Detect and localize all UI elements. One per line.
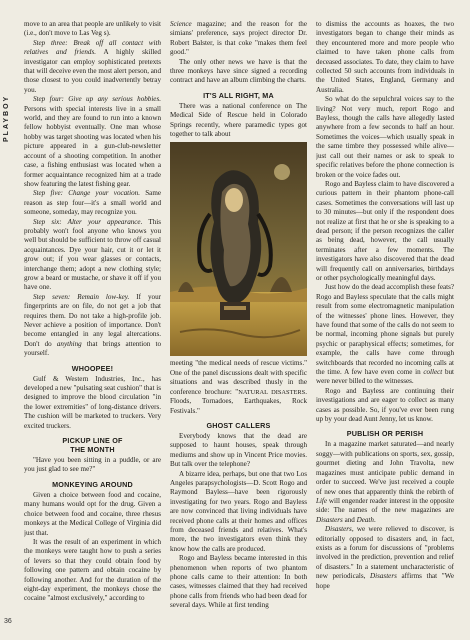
paragraph: move to an area that people are unlikely to visit (i.e., don't move to Las Veg s). bbox=[24, 20, 161, 38]
paragraph bbox=[170, 359, 307, 415]
step-lead: Step five: Change your vocation. bbox=[33, 189, 140, 198]
column-2 bbox=[170, 20, 307, 628]
small-caps-text: NATURAL DISASTERS bbox=[238, 388, 306, 396]
section-heading-publish-or-perish: PUBLISH OR PERISH bbox=[346, 429, 424, 439]
paragraph bbox=[316, 525, 454, 591]
emphasis: Science bbox=[170, 20, 192, 28]
paragraph-text: affirms that "We hope bbox=[316, 572, 454, 590]
paragraph-text: This probably won't fool anyone who knows you well but should be sufficient to throw off casual acquaintances. Dye your hair, cut it or let it grow out; if you wear glasses or contacts, interchange them; adopt a new clothing style; grow a beard or mustache, or shave it off if you have one. bbox=[24, 217, 161, 292]
paragraph-text: meeting "the medical needs of rescue victims." One of the panel discussions dealt with specific situations and was described thusly in the conference brochure: " bbox=[170, 359, 307, 396]
paragraph-text: . bbox=[373, 515, 376, 524]
paragraph: Gulf & Western Industries, Inc., has developed a new "pulsating seat cushion" that is designed to improve the blood circulation "in the lower extremities" of long-distance drivers. The cushion will be marketed to truckers. Very excited truckers. bbox=[24, 374, 161, 430]
surreal-illustration bbox=[170, 142, 307, 356]
heading-line: THE MONTH bbox=[70, 445, 115, 455]
paragraph-text: If your fingerprints are on file, do not get a job that requires them. Do not take a high-profile job. Never achieve a position of importance. Don't become entangled in any legal altercations. Don't do bbox=[24, 292, 161, 348]
paragraph: to dismiss the accounts as hoaxes, the two investigators began to change their minds as they encountered more and more people who claimed to have taken phone calls from deceased associates. To date, they claim to have collected 50 such accounts from individuals in the United States, England, Germany and Australia. bbox=[316, 20, 454, 94]
illustration-image bbox=[170, 142, 307, 356]
paragraph: It was the result of an experiment in which the monkeys were taught how to push a series of levers so that they could obtain food by following one pattern and obtain cocaine by following another. And for the duration of the eight-day experiment, the monkeys chose the cocaine "almost exclusively," according to bbox=[24, 537, 161, 603]
step-lead: Step six: Alter your appearance. bbox=[33, 217, 143, 226]
paragraph: There was a national conference on The Medical Side of Rescue held in Colorado Springs recently, where paramedic types got together to talk about bbox=[170, 101, 307, 139]
emphasis: collect bbox=[423, 368, 443, 377]
paragraph-text: magazine; and the reason for the simians' preference, says project director Dr. Robert Balster, is that coke "makes them feel good." bbox=[170, 20, 307, 57]
paragraph bbox=[24, 39, 161, 95]
paragraph-text: that brings attention to yourself. bbox=[24, 339, 161, 358]
paragraph: "Have you been sitting in a puddle, or are you just glad to see me?" bbox=[24, 456, 161, 474]
heading-line: PICKUP LINE OF bbox=[62, 436, 123, 446]
paragraph: Rogo and Bayless became interested in this phenomenon when reports of two phantom phone calls came to their attention: In both cases, witnesses claimed that they had received phone calls from friends who had been dead for several days. While at first tending bbox=[170, 554, 307, 610]
paragraph bbox=[170, 20, 307, 58]
paragraph: So what do the sepulchral voices say to the living? Not very much, report Rogo and Bayless, though the calls have allegedly lasted anywhere from a few seconds to half an hour. Sometimes the voices—which usually speak in the same timbre they possessed while alive—just call out their names or ask to speak to specific relatives before the phone connection is broken or the voice fades out. bbox=[316, 95, 454, 179]
paragraph bbox=[24, 293, 161, 359]
emphasis: anything bbox=[56, 339, 82, 348]
paragraph: Rogo and Bayless are continuing their investigations and are eager to collect as many cases as possible. So, if you've ever been rung up by your dead Aunt Jenny, let us know. bbox=[316, 386, 454, 424]
emphasis: Disasters bbox=[370, 572, 397, 581]
paragraph-text: but were never billed to the witnesses. bbox=[316, 368, 454, 386]
paragraph: A bizarre idea, perhaps, but one that two Los Angeles parapsychologists—D. Scott Rogo and Raymond Bayless—have been rigorously investigating for two years. Rogo and Bayless are now convinced that living individuals have received phone calls at their homes and offices from deceased friends and relatives. What's more, the two investigators even think they know how the calls are produced. bbox=[170, 469, 307, 553]
paragraph bbox=[316, 283, 454, 386]
paragraph-text: . Floods, Tornadoes, Earthquakes, Rock Festivals." bbox=[170, 387, 307, 415]
paragraph bbox=[24, 95, 161, 189]
section-heading-pickup-line bbox=[24, 436, 161, 454]
emphasis: Life bbox=[316, 496, 328, 505]
emphasis: Disasters bbox=[325, 525, 352, 534]
section-heading-its-all-right-ma: IT'S ALL RIGHT, MA bbox=[203, 90, 274, 100]
paragraph-text: A highly skilled investigator can employ sophisticated pretexts that will deceive even the most alert person, and those closest to you could inadvertently betray you. bbox=[24, 48, 161, 94]
paragraph bbox=[24, 218, 161, 293]
emphasis: Disasters bbox=[316, 515, 343, 524]
paragraph bbox=[24, 189, 161, 217]
paragraph: Everybody knows that the dead are supposed to haunt houses, speak through mediums and show up in Vincent Price movies. But talk over the telephone? bbox=[170, 431, 307, 469]
paragraph-text: will engender reader interest in the opposite side: The names of the new magazines are bbox=[316, 496, 454, 515]
paragraph-text: , we were relieved to discover, is editorially opposed to disasters and, in fact, exists as a forum for discussions of "problems involved in the prediction, prevention and relief of disasters." In a statement uncharacteristic of new periodicals, bbox=[316, 525, 454, 581]
paragraph-text: and bbox=[342, 515, 357, 524]
paragraph: Rogo and Bayless claim to have discovered a curious pattern in their phantom phone-call cases. Sometimes the conversations will last up to 30 minutes—but only if the respondent does not realize at first that he or she is speaking to a dead person; if the person recognizes the caller as being dead, however, the call usually terminates after a few moments. The investigators have also discovered that the dead will frequently call on anniversaries, birthdays or other psychologically meaningful days. bbox=[316, 179, 454, 282]
section-heading-whoopee: WHOOPEE! bbox=[71, 363, 114, 373]
section-heading-ghost-callers: GHOST CALLERS bbox=[206, 420, 271, 430]
section-heading-monkeying-around: MONKEYING AROUND bbox=[52, 479, 133, 489]
paragraph-text: Same reason as step four—it's a small world and someone, someday, may recognize you. bbox=[24, 189, 161, 217]
paragraph: Given a choice between food and cocaine, many humans would opt for the drug. Given a choice between food and cocaine, three rhesus monkeys at the Medical College of Virginia did just that. bbox=[24, 490, 161, 537]
column-1 bbox=[24, 20, 161, 628]
emphasis: Death bbox=[356, 515, 374, 524]
paragraph-text: Just how do the dead accomplish these feats? Rogo and Bayless speculate that the calls might result from some electromagnetic manipulation of the witnesses' phone lines. However, they have found that some of the calls do not seem to be normal, incoming phone signals but purely psychic or paraphysical effects; sometimes, for example, the calls have come through switchboards that recorded no incoming calls at the time. A few have even come in bbox=[316, 283, 454, 377]
magazine-name: PLAYBOY bbox=[3, 94, 10, 142]
step-lead: Step four: Give up any serious hobbies. bbox=[33, 95, 161, 104]
paragraph: The only other news we have is that the three monkeys have since signed a recording contract and have an album climbing the charts. bbox=[170, 57, 307, 85]
paragraph bbox=[316, 440, 454, 525]
page-number: 36 bbox=[4, 618, 12, 625]
paragraph-text: In a magazine market saturated—and nearly soggy—with publications on sports, sex, gossip, gourmet dieting and John Travolta, new magazines must anticipate public demand in order to succeed. We've just received a couple of new ones that apparently think the rebirth of bbox=[316, 440, 454, 496]
step-lead: Step seven: Remain low-key. bbox=[33, 292, 130, 301]
step-lead: Step three: Break off all contact with relatives and friends. bbox=[24, 38, 161, 57]
paragraph-text: Persons with special interests live in a small world, and they are found to run into a known fellow hobbyist eventually. One man whose hobby was target shooting was located when his picture appeared in a gun-club-newsletter account of a shooting competition. In another case, a fishing enthusiast was located when a former acquaintance recognized him at a trade show featuring the latest fishing gear. bbox=[24, 104, 161, 188]
column-3 bbox=[316, 20, 454, 628]
